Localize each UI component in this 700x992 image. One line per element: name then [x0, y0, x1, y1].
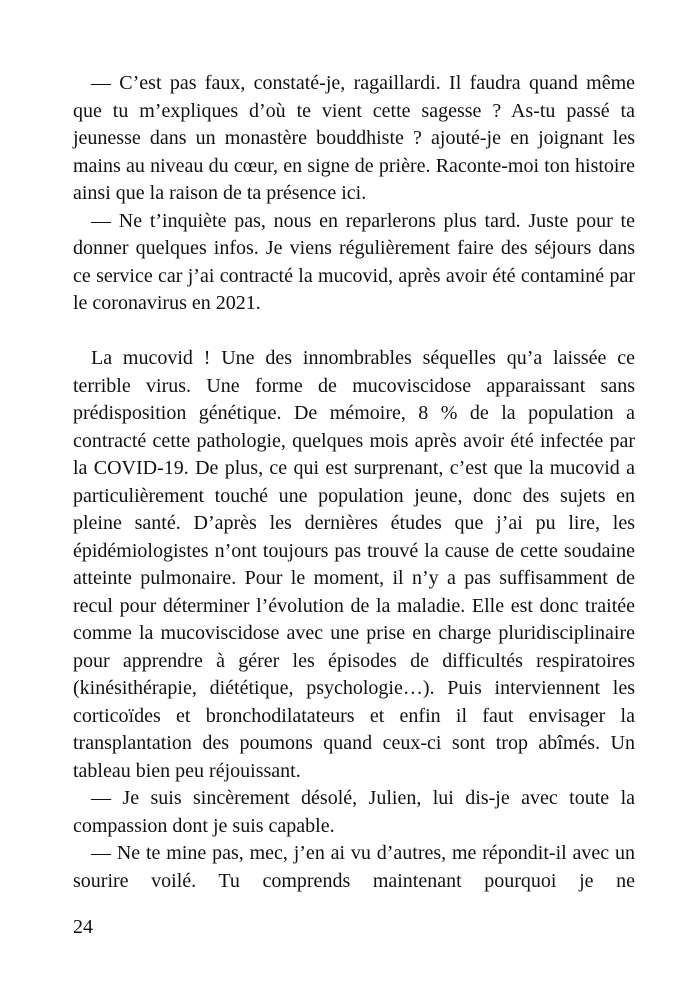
narrative-paragraph: La mucovid ! Une des innombrables séquelles qu’a laissée ce terrible virus. Une forme de mucoviscidose apparaissant sans prédisposition génétique. De mémoire, 8 % de la population a contracté cette pathologie, quelques mois après avoir été infectée par la COVID-19. De plus, ce qui est surprenant, c’est que la mucovid a particulièrement touché une population jeune, donc des sujets en pleine santé. D’après les dernières études que j’ai pu lire, les épidémiologistes n’ont toujours pas trouvé la cause de cette soudaine atteinte pulmonaire. Pour le moment, il n’y a pas suffisamment de recul pour déterminer l’évolution de la maladie. Elle est donc traitée comme la mucoviscidose avec une prise en charge pluridisciplinaire pour apprendre à gérer les épisodes de difficultés respiratoires (kinésithérapie, diététique, psychologie…). Puis interviennent les corticoïdes et bronchodilatateurs et enfin il faut envisager la transplantation des poumons quand ceux-ci sont trop abîmés. Un tableau bien peu réjouissant.	[73, 347, 635, 782]
dialogue-paragraph: — Ne te mine pas, mec, j’en ai vu d’autres, me répondit-il avec un sourire voilé. Tu comprends maintenant pourquoi je ne	[73, 842, 635, 892]
dialogue-paragraph: — Ne t’inquiète pas, nous en reparlerons plus tard. Juste pour te donner quelques infos. Je viens régulièrement faire des séjours dans ce service car j’ai contracté la mucovid, après avoir été contaminé par le coronavirus en 2021.	[73, 209, 635, 314]
dialogue-paragraph: — C’est pas faux, constaté-je, ragaillardi. Il faudra quand même que tu m’expliques d’où te vient cette sagesse ? As-tu passé ta jeunesse dans un monastère bouddhiste ? ajouté-je en joignant les mains au niveau du cœur, en signe de prière. Raconte-moi ton histoire ainsi que la raison de ta présence ici.	[73, 72, 635, 204]
page-body	[73, 70, 635, 895]
dialogue-paragraph: — Je suis sincèrement désolé, Julien, lui dis-je avec toute la compassion dont je suis capable.	[73, 787, 635, 837]
section-break	[73, 318, 635, 346]
page-number: 24	[73, 916, 93, 938]
